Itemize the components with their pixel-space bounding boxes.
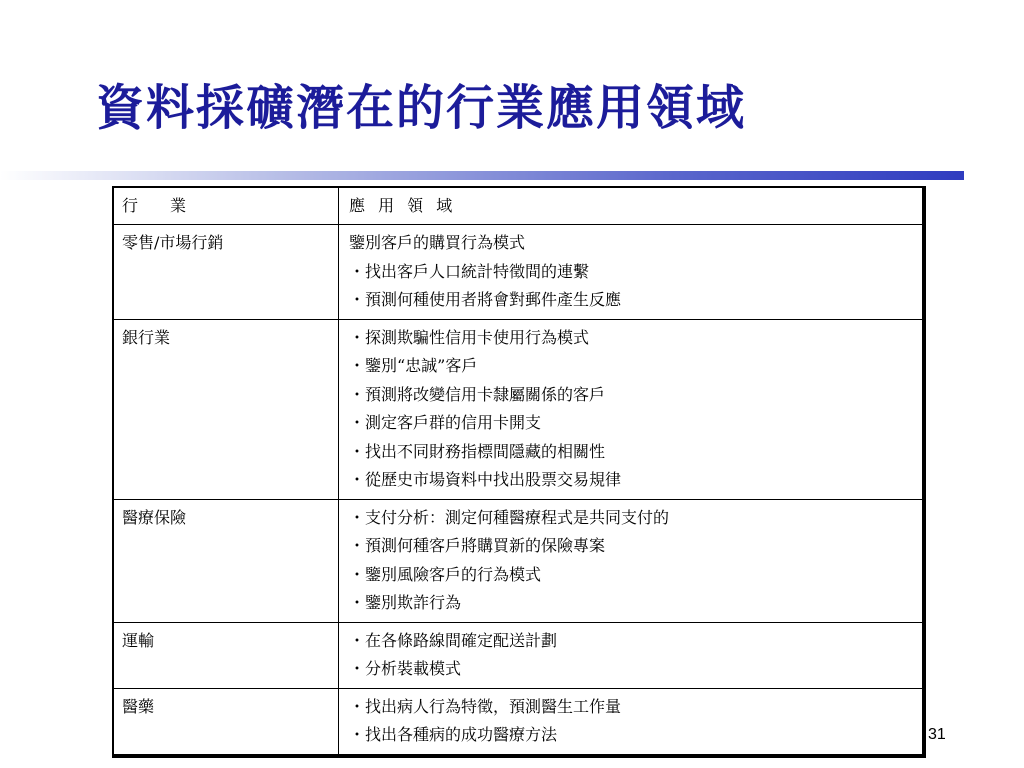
application-item: ・分析裝載模式 [349,659,462,678]
application-item: ・預測何種客戶將購買新的保險專案 [349,536,606,555]
table-row [113,225,924,320]
industry-cell: 零售/市場行銷 [113,225,339,320]
application-item: 鑒別客戶的購買行為模式 [349,233,526,252]
application-cell [339,622,925,688]
industry-cell: 醫療保險 [113,499,339,622]
application-item: ・預測將改變信用卡隸屬關係的客戶 [349,384,606,404]
application-item: ・找出病人行為特徵，預測醫生工作量 [349,696,622,716]
industry-cell: 醫藥 [113,688,339,756]
page-number: 31 [928,726,946,743]
application-item: ・找出客戶人口統計特徵間的連繫 [349,261,590,281]
application-item: ・鑒別“忠誠”客戶 [349,356,478,375]
industry-cell: 銀行業 [113,319,339,499]
application-item: ・鑒別風險客戶的行為模式 [349,564,542,584]
application-item: ・探測欺騙性信用卡使用行為模式 [349,327,590,347]
application-item: ・測定客戶群的信用卡開支 [349,413,542,432]
table-header-row [113,187,924,225]
application-cell [339,688,925,756]
application-item: ・在各條路線間確定配送計劃 [349,630,558,650]
application-item: ・找出各種病的成功醫療方法 [349,725,558,744]
table-row [113,499,924,622]
application-item: ・從歷史市場資料中找出股票交易規律 [349,470,622,489]
table-row [113,319,924,499]
table-row [113,622,924,688]
application-cell [339,319,925,499]
header-application: 應 用 領 域 [339,187,925,225]
application-item: ・支付分析：測定何種醫療程式是共同支付的 [349,507,670,527]
application-cell [339,499,925,622]
industry-table-container [112,186,926,758]
application-item: ・鑒別欺詐行為 [349,593,462,612]
title-divider [0,171,964,180]
industry-cell: 運輸 [113,622,339,688]
industry-application-table [112,186,926,758]
table-row [113,688,924,756]
slide-title: 資料採礦潛在的行業應用領域 [96,80,747,136]
application-item: ・預測何種使用者將會對郵件產生反應 [349,290,622,309]
application-item: ・找出不同財務指標間隱藏的相關性 [349,441,606,461]
application-cell [339,225,925,320]
header-industry: 行 業 [113,187,339,225]
